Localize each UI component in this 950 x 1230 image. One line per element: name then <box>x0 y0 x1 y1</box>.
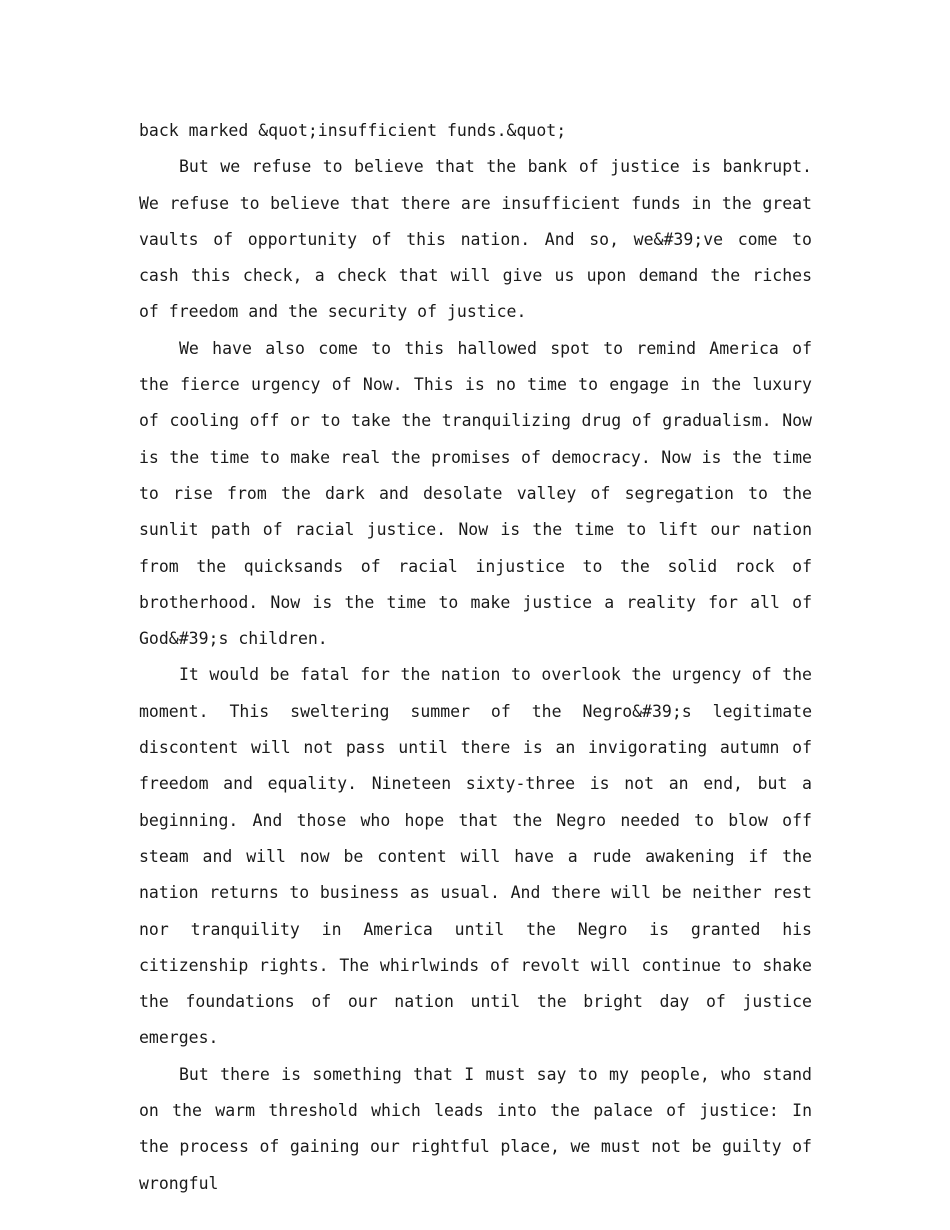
paragraph-fierce-urgency: We have also come to this hallowed spot to remind America of the fierce urgency of Now. This is no time to engage in the luxury of cooling off or to take the tranquilizing drug of gradualism. Now is the time to make real the promises of democracy. Now is the time to rise from the dark and desolate valley of segregation to the sunlit path of racial justice. Now is the time to lift our nation from the quicksands of racial injustice to the solid rock of brotherhood. Now is the time to make justice a reality for all of God&#39;s children. <box>139 338 812 649</box>
paragraph-bank-of-justice: But we refuse to believe that the bank of justice is bankrupt. We refuse to believe that there are insufficient funds in the great vaults of opportunity of this nation. And so, we&#39;ve come to cash this check, a check that will give us upon demand the riches of freedom and the security of justice. <box>139 157 812 322</box>
paragraph-continuation: back marked &quot;insufficient funds.&quot; <box>139 121 567 140</box>
paragraph-warm-threshold: But there is something that I must say to my people, who stand on the warm threshold which leads into the palace of justice: In the process of gaining our rightful place, we must not be guilty of wrongful <box>139 1064 812 1193</box>
paragraph-fatal-overlook: It would be fatal for the nation to overlook the urgency of the moment. This sweltering summer of the Negro&#39;s legitimate discontent will not pass until there is an invigorating autumn of freedom and equality. Nineteen sixty-three is not an end, but a beginning. And those who hope that the Negro needed to blow off steam and will now be content will have a rude awakening if the nation returns to business as usual. And there will be neither rest nor tranquility in America until the Negro is granted his citizenship rights. The whirlwinds of revolt will continue to shake the foundations of our nation until the bright day of justice emerges. <box>139 665 812 1048</box>
document-page <box>139 113 812 1202</box>
